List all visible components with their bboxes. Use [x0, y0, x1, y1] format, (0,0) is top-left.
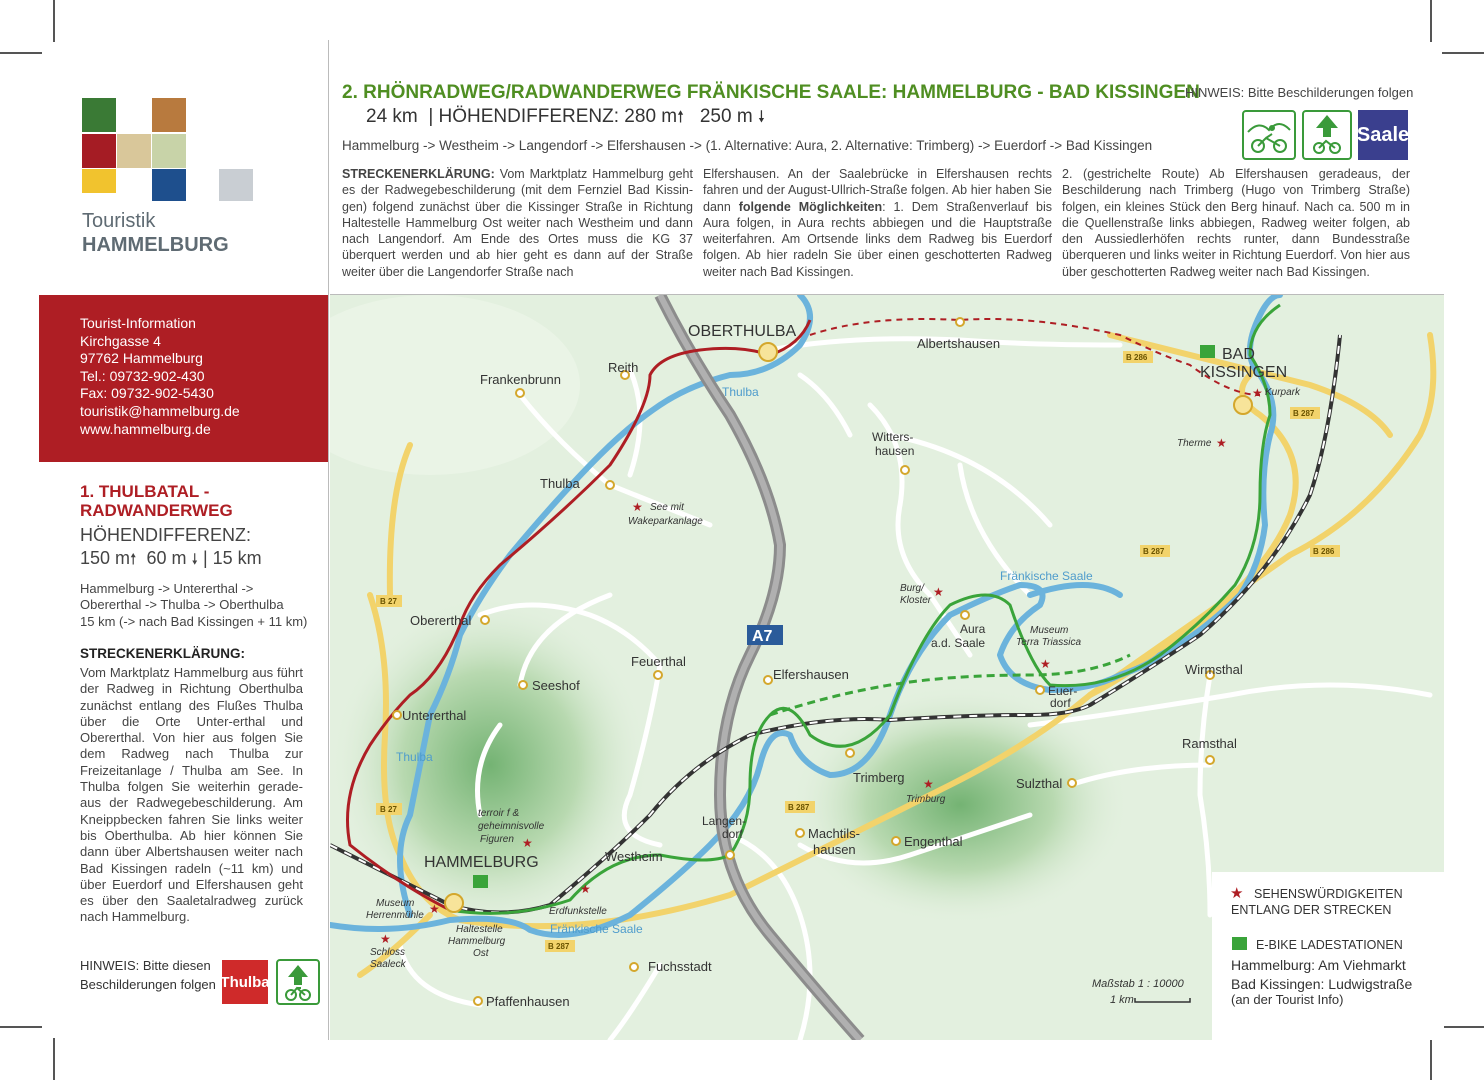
- town-aura: a.d. Saale: [931, 636, 986, 650]
- town-aura: Aura: [960, 622, 986, 636]
- route1-explanation-title: STRECKENERKLÄRUNG:: [80, 646, 245, 661]
- route2-route: Hammelburg -> Westheim -> Langendorf -> Elfershausen -> (1. Alternative: Aura, 2. Alternative: Trimberg) -> Euerdorf -> Bad Kissingen: [342, 138, 1153, 153]
- svg-text:★: ★: [1216, 436, 1227, 450]
- route1-route-line: Hammelburg -> Untererthal ->: [80, 581, 254, 596]
- cyclist-icon: [1244, 112, 1294, 158]
- svg-text:★: ★: [380, 932, 391, 946]
- logo-line2: HAMMELBURG: [82, 234, 229, 256]
- route2-explanation-bold: folgende Möglichkeiten: [738, 199, 883, 214]
- town-hammelburg: HAMMELBURG: [424, 854, 539, 871]
- crop-mark: [0, 52, 42, 54]
- road-b287: B 287: [788, 803, 810, 812]
- map-legend: [1212, 872, 1444, 1040]
- scale-unit: 1 km: [1110, 994, 1134, 1006]
- road-b287: B 287: [1143, 547, 1165, 556]
- road-b287: B 287: [548, 942, 570, 951]
- divider: [328, 40, 329, 1040]
- town-untererthal: Untererthal: [402, 708, 467, 723]
- town-seeshof: Seeshof: [532, 678, 580, 693]
- town-euerdorf: dorf: [1050, 696, 1071, 710]
- svg-text:★: ★: [580, 882, 591, 896]
- sight-museum-terra: Museum: [1030, 625, 1069, 636]
- sight-burg-kloster: Burg/: [900, 583, 924, 594]
- road-b286: B 286: [1313, 547, 1335, 556]
- contact-fax: Fax: 09732-902-5430: [80, 385, 214, 402]
- river-saale: Fränkische Saale: [550, 922, 643, 936]
- sight-museum-terra: Terra Triassica: [1016, 637, 1082, 648]
- river-saale: Fränkische Saale: [1000, 569, 1093, 583]
- cycling-sign: [1242, 110, 1296, 160]
- town-obererthal: Obererthal: [410, 613, 472, 628]
- route1-distance: | 15 km: [202, 548, 262, 568]
- town-wittershausen: Witters-: [872, 430, 914, 444]
- route2-down: 250 m: [699, 106, 753, 127]
- town-oberthulba: OBERTHULBA: [688, 323, 797, 340]
- legend-ebike-line: Hammelburg: Am Viehmarkt: [1231, 957, 1406, 973]
- route1-hint: HINWEIS: Bitte diesen Beschilderungen folgen: [80, 958, 216, 992]
- town-machtilshausen: hausen: [813, 842, 856, 857]
- sight-schloss-saaleck: Saaleck: [370, 959, 406, 970]
- sight-schloss-saaleck: Schloss: [370, 947, 406, 958]
- route2-elevation: [366, 106, 765, 133]
- river-thulba: Thulba: [396, 750, 433, 764]
- bike-route-sign: [1302, 110, 1352, 160]
- town-wirmsthal: Wirmsthal: [1185, 662, 1243, 677]
- svg-text:★: ★: [1252, 386, 1263, 400]
- sight-see: See mit: [650, 502, 684, 513]
- crop-mark: [1442, 52, 1484, 54]
- route2-explanation-col3: 2. (gestrichelte Route) Ab Elfershausen geradeaus, der Beschilderung nach Trimberg (Hugo von Trimberg Straße) folgen, ein kleines Stück den Berg hinauf. Nach ca. 500 m in die Quellenstraße links abbiegen, Radweg weiter folgen, ab den Aussiedlerhöfen rechts runter, dann Bundesstraße überqueren und links weiter in Richtung Euerdorf. Von hier aus über geschotterten Radweg weiter nach Bad Kissingen.: [1062, 167, 1410, 279]
- svg-text:★: ★: [632, 500, 643, 514]
- crop-mark: [1442, 1026, 1484, 1028]
- sight-trimburg: Trimburg: [906, 794, 946, 805]
- crop-mark: [53, 1038, 55, 1080]
- contact-box: [39, 295, 328, 462]
- town-engenthal: Engenthal: [904, 834, 963, 849]
- legend-sights: SEHENSWÜRDIGKEITEN: [1254, 887, 1403, 901]
- town-wittershausen: hausen: [875, 444, 915, 458]
- sight-museum-herrenmuehle: Herrenmühle: [366, 910, 424, 921]
- sight-erdfunkstelle: Erdfunkstelle: [549, 906, 607, 917]
- svg-text:★: ★: [923, 777, 934, 791]
- town-langendorf: Langen-: [702, 814, 747, 828]
- town-reith: Reith: [608, 360, 639, 375]
- town-westheim: Westheim: [605, 849, 663, 864]
- route2-explanation-col2: [703, 166, 1052, 280]
- stop-hammelburg-ost: Hammelburg: [448, 936, 506, 947]
- river-thulba: Thulba: [722, 385, 759, 399]
- contact-street: Kirchgasse 4: [80, 332, 161, 349]
- contact-website[interactable]: www.hammelburg.de: [80, 420, 211, 437]
- crop-mark: [1430, 0, 1432, 42]
- town-machtilshausen: Machtils-: [808, 826, 861, 841]
- scale-label: Maßstab 1 : 10000: [1092, 978, 1184, 990]
- sight-kurpark: Kurpark: [1265, 387, 1301, 398]
- town-fuchsstadt: Fuchsstadt: [648, 959, 712, 974]
- town-feuerthal: Feuerthal: [631, 654, 686, 669]
- svg-text:★: ★: [522, 836, 533, 850]
- road-b287: B 287: [1293, 409, 1315, 418]
- road-b27: B 27: [380, 805, 397, 814]
- town-sulzthal: Sulzthal: [1016, 776, 1063, 791]
- legend-ebike-line: Bad Kissingen: Ludwigstraße: [1231, 976, 1413, 992]
- sight-terroir: Figuren: [480, 834, 514, 845]
- town-bad-kissingen: KISSINGEN: [1200, 364, 1288, 381]
- town-bad-kissingen: BAD: [1222, 346, 1255, 363]
- sight-see: Wakeparkanlage: [628, 516, 703, 527]
- a7-label: A7: [752, 628, 773, 645]
- legend-ebike-line: (an der Tourist Info): [1231, 992, 1344, 1007]
- town-elfershausen: Elfershausen: [773, 667, 849, 682]
- route2-explanation-col1: [342, 166, 693, 280]
- route2-up: | HÖHENDIFFERENZ: 280 m: [428, 106, 678, 127]
- town-albertshausen: Albertshausen: [917, 336, 1001, 351]
- bike-arrow-icon: [278, 961, 318, 1003]
- contact-city: 97762 Hammelburg: [80, 350, 203, 367]
- stop-hammelburg-ost: Ost: [473, 948, 489, 959]
- road-b286: B 286: [1126, 353, 1148, 362]
- thulba-sign: Thulba: [222, 960, 268, 1004]
- ebike-charging-icon: [1232, 937, 1247, 950]
- contact-name: Tourist-Information: [80, 315, 196, 331]
- route1-up: 150 m: [80, 548, 131, 568]
- sight-burg-kloster: Kloster: [900, 595, 932, 606]
- route1-title-line2: RADWANDERWEG: [80, 501, 233, 520]
- route2-explanation-text: : 1. Dem Straßenverlauf bis Aura folgen, in Aura rechts abbiegen und die Hauptstraße weiterfahren. Am Ortsende links dem Radweg bis Euerdorf folgen. Ab hier radeln Sie über einen geschotterten Radweg weiter nach Bad Kissingen.: [703, 199, 1052, 279]
- crop-mark: [0, 1026, 42, 1028]
- sight-terroir: terroir f &: [478, 808, 520, 819]
- logo-line1: Touristik: [82, 210, 156, 232]
- legend-ebike-title: E-BIKE LADESTATIONEN: [1256, 938, 1403, 952]
- route2-hint: HINWEIS: Bitte Beschilderungen folgen: [1185, 85, 1414, 100]
- town-frankenbrunn: Frankenbrunn: [480, 372, 561, 387]
- star-icon: ★: [1230, 885, 1244, 902]
- forest-area: [330, 595, 650, 935]
- bike-route-sign: [276, 959, 320, 1005]
- crop-mark: [53, 0, 55, 42]
- town-langendorf: dorf: [722, 827, 743, 841]
- town-euerdorf: Euer-: [1048, 684, 1078, 698]
- route2-explanation-label: STRECKENERKLÄRUNG:: [342, 167, 495, 181]
- svg-text:★: ★: [1040, 657, 1051, 671]
- svg-text:★: ★: [933, 585, 944, 599]
- crop-mark: [1430, 1038, 1432, 1080]
- town-pfaffenhausen: Pfaffenhausen: [486, 994, 570, 1009]
- route2-explanation-text: Elfershausen. An der Saalebrücke in Elfershausen rechts fahren und der August-Ullrich-Straße folgen. Ab hier haben Sie dann: [703, 167, 1052, 214]
- town-trimberg: Trimberg: [853, 770, 905, 785]
- legend-sights: ENTLANG DER STRECKEN: [1231, 903, 1392, 917]
- route1-title: [80, 482, 315, 520]
- arrow-down-icon: 🠗: [757, 109, 765, 126]
- bike-arrow-icon: [1304, 112, 1350, 158]
- route2-distance: 24 km: [366, 106, 418, 127]
- route1-route: [80, 581, 315, 630]
- contact-phone: Tel.: 09732-902-430: [80, 367, 205, 384]
- stop-hammelburg-ost: Haltestelle: [456, 924, 503, 935]
- saale-sign: Saale: [1358, 110, 1408, 160]
- route1-route-line: Obererthal -> Thulba -> Oberthulba: [80, 597, 284, 613]
- svg-text:★: ★: [429, 902, 440, 916]
- route2-explanation-text: Vom Marktplatz Hammelburg geht es der Radwegebeschilderung (mit dem Fernziel Bad Kissin-gen) folgend zunächst über die Kissinger Straße in Richtung Haltestelle Hammelburg Ost weiter nach Westheim und dann nach Langendorf. Am Ende des Ortes muss die KG 37 überquert werden und ab hier geht es dann auf der Straße weiter über die Langendorfer Straße nach: [342, 167, 693, 279]
- sight-terroir: geheimnisvolle: [478, 821, 545, 832]
- arrow-up-icon: 🠕: [130, 551, 137, 568]
- route2-title: 2. RHÖNRADWEG/RADWANDERWEG FRÄNKISCHE SAALE: HAMMELBURG - BAD KISSINGEN: [342, 82, 1200, 103]
- route1-diff-label: HÖHENDIFFERENZ:: [80, 525, 251, 545]
- town-thulba: Thulba: [540, 476, 580, 491]
- route1-title-line1: 1. THULBATAL -: [80, 482, 210, 501]
- route1-route-line: 15 km (-> nach Bad Kissingen + 11 km): [80, 613, 308, 629]
- town-ramsthal: Ramsthal: [1182, 736, 1237, 751]
- sight-museum-herrenmuehle: Museum: [376, 898, 415, 909]
- route1-elevation: [80, 524, 315, 571]
- route1-down: 60 m: [146, 548, 187, 568]
- sight-therme: Therme: [1177, 438, 1212, 449]
- contact-email[interactable]: touristik@hammelburg.de: [80, 402, 240, 419]
- route1-explanation: Vom Marktplatz Hammelburg aus führt der Radweg in Richtung Oberthulba zunächst entlang des Flußes Thulba über die Orte Unter-erthal und Obererthal. Von hier aus folgen Sie dem Radweg nach Thulba zur Freizeitanlage / Thulba am See. In Thulba folgen Sie weiterhin gerade-aus der Radwegebeschilderung. Am Kneippbecken fahren Sie links weiter bis Oberthulba. Ab hier können Sie dann über Albertshausen weiter nach Bad Kissingen radeln (~11 km) und über Euerdorf und Elfershausen geht es über den Saaletalradweg zurück nach Hammelburg.: [80, 665, 303, 925]
- road-b27: B 27: [380, 597, 397, 606]
- arrow-up-icon: 🠕: [677, 109, 684, 126]
- arrow-down-icon: 🠗: [191, 551, 198, 568]
